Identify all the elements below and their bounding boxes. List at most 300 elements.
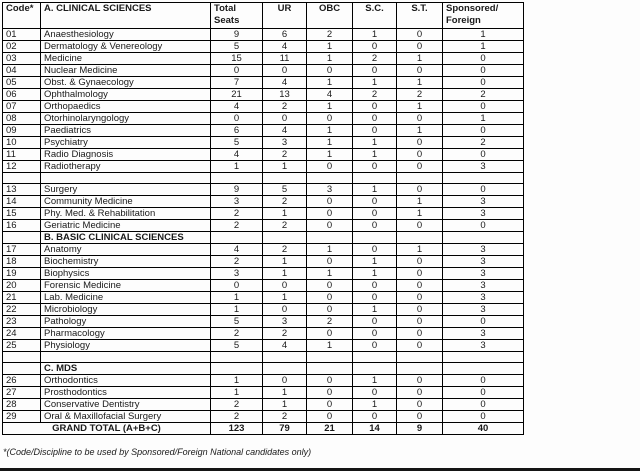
table-row (3, 208, 524, 220)
value-cell: 2 (263, 149, 307, 161)
value-cell: 0 (353, 328, 397, 340)
value-cell: 3 (443, 292, 524, 304)
value-cell: 2 (263, 411, 307, 423)
value-cell: 0 (443, 125, 524, 137)
table-row (3, 411, 524, 423)
value-cell (443, 173, 524, 184)
table-row (3, 292, 524, 304)
table-row (3, 328, 524, 340)
value-cell: 3 (443, 161, 524, 173)
value-cell: 0 (397, 340, 443, 352)
value-cell: 1 (307, 41, 353, 53)
value-cell: 2 (211, 208, 263, 220)
value-cell: 0 (397, 137, 443, 149)
value-cell: 1 (307, 149, 353, 161)
value-cell: 2 (211, 328, 263, 340)
grand-total-value: 14 (353, 423, 397, 435)
col-header-discipline: A. CLINICAL SCIENCES (41, 3, 211, 29)
value-cell: 2 (211, 399, 263, 411)
value-cell: 5 (211, 316, 263, 328)
code-cell: 27 (3, 387, 41, 399)
value-cell: 1 (353, 375, 397, 387)
value-cell (211, 232, 263, 244)
value-cell: 0 (307, 292, 353, 304)
code-cell: 21 (3, 292, 41, 304)
footnote: *(Code/Discipline to be used by Sponsored/Foreign National candidates only) (3, 447, 312, 457)
discipline-cell: Geriatric Medicine (41, 220, 211, 232)
discipline-cell: Obst. & Gynaecology (41, 77, 211, 89)
value-cell: 2 (263, 196, 307, 208)
value-cell: 0 (443, 184, 524, 196)
value-cell: 3 (443, 268, 524, 280)
value-cell: 0 (397, 65, 443, 77)
value-cell: 1 (353, 137, 397, 149)
value-cell: 0 (353, 41, 397, 53)
value-cell: 0 (353, 113, 397, 125)
value-cell: 3 (443, 256, 524, 268)
value-cell: 1 (353, 184, 397, 196)
value-cell: 1 (397, 208, 443, 220)
value-cell: 0 (353, 65, 397, 77)
value-cell: 3 (443, 328, 524, 340)
value-cell: 0 (353, 387, 397, 399)
discipline-cell: Ophthalmology (41, 89, 211, 101)
table-row (3, 29, 524, 41)
value-cell: 0 (443, 77, 524, 89)
header-row (3, 3, 524, 29)
section-title-cell: B. BASIC CLINICAL SCIENCES (41, 232, 211, 244)
value-cell: 2 (397, 89, 443, 101)
value-cell: 0 (443, 220, 524, 232)
value-cell: 0 (353, 161, 397, 173)
value-cell: 0 (397, 411, 443, 423)
value-cell: 1 (307, 53, 353, 65)
table-row (3, 256, 524, 268)
value-cell (211, 363, 263, 375)
value-cell: 0 (397, 256, 443, 268)
grand-total-value: 40 (443, 423, 524, 435)
value-cell: 0 (353, 125, 397, 137)
value-cell: 0 (397, 161, 443, 173)
col-header-obc: OBC (307, 3, 353, 29)
value-cell (397, 363, 443, 375)
discipline-cell (41, 352, 211, 363)
value-cell: 9 (211, 29, 263, 41)
discipline-cell: Forensic Medicine (41, 280, 211, 292)
value-cell: 1 (263, 292, 307, 304)
value-cell: 1 (353, 256, 397, 268)
value-cell: 1 (211, 304, 263, 316)
discipline-cell: Phy. Med. & Rehabilitation (41, 208, 211, 220)
value-cell (263, 232, 307, 244)
value-cell: 5 (211, 137, 263, 149)
value-cell: 0 (397, 41, 443, 53)
code-cell: 24 (3, 328, 41, 340)
value-cell: 13 (263, 89, 307, 101)
value-cell: 1 (397, 53, 443, 65)
value-cell: 0 (353, 340, 397, 352)
value-cell: 1 (353, 149, 397, 161)
value-cell: 1 (211, 387, 263, 399)
value-cell: 4 (263, 77, 307, 89)
discipline-cell: Dermatology & Venereology (41, 41, 211, 53)
value-cell: 1 (263, 256, 307, 268)
table-row (3, 375, 524, 387)
value-cell: 0 (397, 316, 443, 328)
code-cell: 19 (3, 268, 41, 280)
table-row (3, 268, 524, 280)
value-cell: 0 (307, 113, 353, 125)
grand-total-label: GRAND TOTAL (A+B+C) (3, 423, 211, 435)
value-cell (353, 363, 397, 375)
value-cell: 3 (211, 268, 263, 280)
table-row (3, 220, 524, 232)
value-cell: 1 (263, 387, 307, 399)
discipline-cell: Oral & Maxillofacial Surgery (41, 411, 211, 423)
table-body (3, 29, 524, 435)
grand-total-value: 9 (397, 423, 443, 435)
grand-total-row (3, 423, 524, 435)
value-cell: 3 (443, 244, 524, 256)
code-cell: 25 (3, 340, 41, 352)
value-cell: 0 (307, 208, 353, 220)
value-cell: 0 (307, 328, 353, 340)
code-cell: 15 (3, 208, 41, 220)
value-cell (211, 352, 263, 363)
table-row (3, 65, 524, 77)
value-cell: 1 (263, 399, 307, 411)
value-cell: 1 (353, 29, 397, 41)
value-cell: 0 (353, 101, 397, 113)
table-row (3, 77, 524, 89)
value-cell: 2 (263, 220, 307, 232)
table-row (3, 53, 524, 65)
value-cell: 0 (397, 29, 443, 41)
code-cell: 14 (3, 196, 41, 208)
code-cell: 09 (3, 125, 41, 137)
value-cell: 1 (307, 340, 353, 352)
code-cell: 01 (3, 29, 41, 41)
table-row (3, 304, 524, 316)
value-cell: 15 (211, 53, 263, 65)
value-cell: 1 (307, 137, 353, 149)
discipline-cell: Surgery (41, 184, 211, 196)
value-cell (397, 352, 443, 363)
grand-total-value: 79 (263, 423, 307, 435)
value-cell: 3 (443, 304, 524, 316)
discipline-cell: Radiotherapy (41, 161, 211, 173)
value-cell: 1 (353, 304, 397, 316)
value-cell: 0 (307, 375, 353, 387)
value-cell: 0 (353, 244, 397, 256)
value-cell: 0 (397, 399, 443, 411)
code-cell: 05 (3, 77, 41, 89)
value-cell: 4 (263, 125, 307, 137)
value-cell: 0 (353, 292, 397, 304)
table-row (3, 340, 524, 352)
value-cell: 1 (397, 196, 443, 208)
value-cell: 1 (443, 29, 524, 41)
value-cell: 1 (353, 268, 397, 280)
code-cell: 22 (3, 304, 41, 316)
value-cell: 1 (307, 101, 353, 113)
value-cell: 4 (211, 101, 263, 113)
discipline-cell: Microbiology (41, 304, 211, 316)
table-row (3, 196, 524, 208)
value-cell: 0 (443, 149, 524, 161)
section-title-cell: C. MDS (41, 363, 211, 375)
code-cell (3, 363, 41, 375)
value-cell (263, 352, 307, 363)
value-cell: 3 (443, 208, 524, 220)
value-cell: 4 (211, 149, 263, 161)
value-cell (353, 232, 397, 244)
value-cell: 0 (397, 113, 443, 125)
value-cell: 0 (211, 113, 263, 125)
value-cell: 0 (397, 220, 443, 232)
code-cell: 20 (3, 280, 41, 292)
value-cell: 0 (263, 304, 307, 316)
discipline-cell: Psychiatry (41, 137, 211, 149)
code-cell (3, 232, 41, 244)
value-cell: 3 (263, 316, 307, 328)
col-header-st: S.T. (397, 3, 443, 29)
code-cell: 02 (3, 41, 41, 53)
value-cell: 2 (263, 244, 307, 256)
value-cell: 0 (443, 316, 524, 328)
value-cell: 0 (397, 328, 443, 340)
value-cell: 1 (397, 125, 443, 137)
value-cell: 11 (263, 53, 307, 65)
code-cell: 08 (3, 113, 41, 125)
value-cell: 1 (353, 399, 397, 411)
value-cell: 1 (397, 101, 443, 113)
code-cell: 16 (3, 220, 41, 232)
value-cell (443, 363, 524, 375)
grand-total-value: 21 (307, 423, 353, 435)
value-cell (263, 173, 307, 184)
value-cell: 0 (263, 65, 307, 77)
discipline-cell: Lab. Medicine (41, 292, 211, 304)
value-cell: 0 (307, 256, 353, 268)
value-cell: 1 (443, 113, 524, 125)
value-cell: 0 (397, 292, 443, 304)
value-cell: 1 (307, 77, 353, 89)
code-cell: 04 (3, 65, 41, 77)
value-cell: 0 (397, 375, 443, 387)
value-cell: 1 (211, 292, 263, 304)
value-cell: 2 (353, 89, 397, 101)
value-cell: 0 (443, 53, 524, 65)
value-cell: 5 (211, 41, 263, 53)
value-cell: 2 (307, 316, 353, 328)
code-cell: 17 (3, 244, 41, 256)
value-cell: 0 (353, 220, 397, 232)
value-cell: 1 (307, 244, 353, 256)
code-cell (3, 352, 41, 363)
value-cell (307, 352, 353, 363)
value-cell: 0 (443, 65, 524, 77)
value-cell: 4 (211, 244, 263, 256)
value-cell: 0 (307, 399, 353, 411)
value-cell: 0 (443, 375, 524, 387)
code-cell: 18 (3, 256, 41, 268)
table-row (3, 184, 524, 196)
table-row (3, 280, 524, 292)
discipline-cell: Community Medicine (41, 196, 211, 208)
discipline-cell: Prosthodontics (41, 387, 211, 399)
value-cell: 0 (263, 375, 307, 387)
discipline-cell: Otorhinolaryngology (41, 113, 211, 125)
value-cell: 0 (397, 149, 443, 161)
value-cell: 2 (211, 256, 263, 268)
discipline-cell: Conservative Dentistry (41, 399, 211, 411)
value-cell: 0 (353, 196, 397, 208)
value-cell: 0 (353, 208, 397, 220)
value-cell: 3 (443, 196, 524, 208)
value-cell: 4 (307, 89, 353, 101)
value-cell (397, 173, 443, 184)
value-cell: 0 (307, 411, 353, 423)
table-row (3, 113, 524, 125)
discipline-cell: Biophysics (41, 268, 211, 280)
value-cell: 4 (263, 340, 307, 352)
value-cell: 0 (307, 280, 353, 292)
value-cell: 0 (211, 65, 263, 77)
value-cell: 7 (211, 77, 263, 89)
discipline-cell: Anaesthesiology (41, 29, 211, 41)
value-cell (263, 363, 307, 375)
value-cell: 3 (443, 280, 524, 292)
value-cell (211, 173, 263, 184)
value-cell: 1 (263, 161, 307, 173)
code-cell: 26 (3, 375, 41, 387)
value-cell: 0 (443, 411, 524, 423)
value-cell: 6 (211, 125, 263, 137)
value-cell: 1 (211, 375, 263, 387)
value-cell: 0 (397, 184, 443, 196)
discipline-cell: Medicine (41, 53, 211, 65)
value-cell: 0 (397, 387, 443, 399)
value-cell (353, 173, 397, 184)
discipline-cell: Biochemistry (41, 256, 211, 268)
value-cell: 0 (263, 113, 307, 125)
value-cell: 1 (211, 161, 263, 173)
value-cell (443, 232, 524, 244)
value-cell (397, 232, 443, 244)
value-cell: 1 (353, 77, 397, 89)
table-row (3, 41, 524, 53)
section-header-row (3, 363, 524, 375)
col-header-ur: UR (263, 3, 307, 29)
value-cell: 0 (307, 65, 353, 77)
value-cell: 0 (397, 280, 443, 292)
value-cell: 0 (397, 304, 443, 316)
value-cell: 0 (353, 316, 397, 328)
table-row (3, 101, 524, 113)
code-cell: 12 (3, 161, 41, 173)
value-cell: 5 (211, 340, 263, 352)
code-cell: 06 (3, 89, 41, 101)
code-cell (3, 173, 41, 184)
code-cell: 28 (3, 399, 41, 411)
col-header-sponsored-foreign: Sponsored/ Foreign (443, 3, 524, 29)
discipline-cell: Radio Diagnosis (41, 149, 211, 161)
value-cell: 2 (211, 220, 263, 232)
value-cell: 2 (263, 101, 307, 113)
discipline-cell: Pathology (41, 316, 211, 328)
value-cell: 0 (353, 411, 397, 423)
value-cell: 0 (443, 399, 524, 411)
value-cell (307, 173, 353, 184)
code-cell: 29 (3, 411, 41, 423)
value-cell: 0 (307, 387, 353, 399)
value-cell: 1 (397, 244, 443, 256)
code-cell: 03 (3, 53, 41, 65)
table-row (3, 161, 524, 173)
value-cell: 1 (263, 268, 307, 280)
value-cell: 2 (211, 411, 263, 423)
discipline-cell: Physiology (41, 340, 211, 352)
value-cell: 2 (263, 328, 307, 340)
table-row (3, 387, 524, 399)
value-cell: 2 (443, 89, 524, 101)
value-cell: 0 (307, 304, 353, 316)
value-cell: 3 (211, 196, 263, 208)
value-cell: 0 (443, 101, 524, 113)
col-header-sc: S.C. (353, 3, 397, 29)
value-cell: 21 (211, 89, 263, 101)
table-row (3, 244, 524, 256)
value-cell: 9 (211, 184, 263, 196)
value-cell: 2 (353, 53, 397, 65)
seat-distribution-table (2, 2, 524, 435)
table-row (3, 89, 524, 101)
value-cell: 3 (443, 340, 524, 352)
value-cell: 2 (307, 29, 353, 41)
table-row (3, 125, 524, 137)
discipline-cell (41, 173, 211, 184)
value-cell: 1 (307, 268, 353, 280)
discipline-cell: Orthodontics (41, 375, 211, 387)
value-cell: 0 (397, 268, 443, 280)
discipline-cell: Paediatrics (41, 125, 211, 137)
value-cell: 0 (443, 387, 524, 399)
value-cell (443, 352, 524, 363)
value-cell: 0 (307, 161, 353, 173)
value-cell: 6 (263, 29, 307, 41)
value-cell (307, 363, 353, 375)
spacer-row (3, 173, 524, 184)
code-cell: 23 (3, 316, 41, 328)
value-cell (307, 232, 353, 244)
table-row (3, 137, 524, 149)
code-cell: 07 (3, 101, 41, 113)
table-row (3, 399, 524, 411)
col-header-total-seats: Total Seats (211, 3, 263, 29)
value-cell: 1 (397, 77, 443, 89)
value-cell: 3 (307, 184, 353, 196)
value-cell: 1 (263, 208, 307, 220)
code-cell: 10 (3, 137, 41, 149)
value-cell: 2 (443, 137, 524, 149)
discipline-cell: Orthopaedics (41, 101, 211, 113)
value-cell: 0 (353, 280, 397, 292)
spacer-row (3, 352, 524, 363)
discipline-cell: Anatomy (41, 244, 211, 256)
table-row (3, 316, 524, 328)
value-cell: 4 (263, 41, 307, 53)
